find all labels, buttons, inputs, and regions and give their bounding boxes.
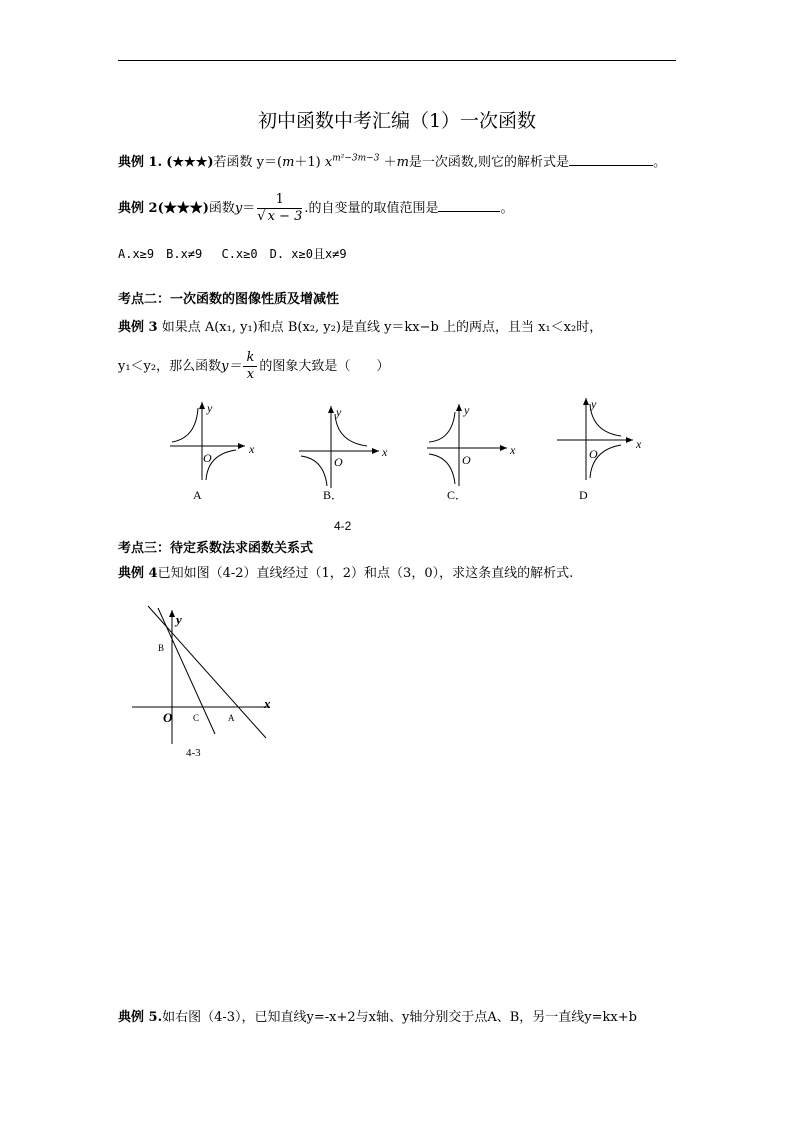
- option-label-b: B．: [323, 488, 344, 502]
- fraction-numerator: 1: [257, 192, 302, 209]
- y-axis-label: y: [464, 403, 470, 417]
- ex1-m: m: [282, 155, 295, 170]
- option-label-a: A: [193, 488, 202, 502]
- difficulty-stars: (★★★): [166, 155, 214, 170]
- point-c-label: C: [193, 713, 200, 723]
- y-axis-label: y: [176, 612, 182, 627]
- fraction-numerator: k: [243, 350, 257, 367]
- x-axis-label: x: [510, 443, 516, 457]
- origin-label: O: [589, 447, 598, 461]
- difficulty-stars: (★★★): [157, 201, 209, 216]
- example-2: [118, 192, 514, 225]
- origin-label: O: [163, 710, 173, 725]
- ex1-plus-m: ＋: [379, 155, 397, 170]
- ex2-end: 。: [500, 201, 514, 216]
- ex2-text-pre: 函数: [208, 201, 235, 216]
- ex3-line2-pre: y₁＜y₂，那么函数: [118, 359, 222, 374]
- ex1-plus: ＋1): [294, 155, 325, 170]
- ex2-eq: ＝: [242, 201, 256, 216]
- ex2-options: A.x≥9 B.x≠9 C.x≥0 D. x≥0且x≠9: [118, 247, 347, 261]
- ex1-exponent: m²−3m−3: [332, 153, 380, 164]
- example-5: [118, 1006, 637, 1025]
- ex1-text-post: 是一次函数,则它的解析式是: [408, 155, 570, 170]
- example-3-line-2: [118, 350, 389, 383]
- ex2-text-post: .的自变量的取值范围是: [304, 201, 439, 216]
- ex4-text: 已知如图（4-2）直线经过（1，2）和点（3，0），求这条直线的解析式.: [157, 566, 574, 581]
- ex3-line2-y: y＝: [221, 359, 242, 374]
- x-axis-label: x: [382, 445, 388, 459]
- example-5-label: 典例 5.: [118, 1010, 163, 1025]
- ex3-fraction: [243, 350, 257, 383]
- x-axis-label: x: [249, 442, 255, 456]
- graph-b: [297, 402, 397, 508]
- ex3-line1-text: 如果点 A(x₁, y₁)和点 B(x₂, y₂)是直线 y＝kx−b 上的两点，且当 x₁＜x₂时，: [161, 320, 603, 335]
- origin-label: O: [334, 455, 343, 469]
- ex2-y: y: [234, 201, 243, 216]
- x-axis-label: x: [264, 696, 271, 711]
- ex2-fraction: [257, 192, 302, 225]
- origin-label: O: [203, 451, 212, 465]
- sqrt-symbol: √: [257, 209, 266, 224]
- ex1-end: 。: [653, 155, 667, 170]
- example-1-label: 典例 1.: [118, 155, 163, 170]
- origin-label: O: [462, 453, 471, 467]
- graph-d: [555, 394, 655, 506]
- option-label-d: D: [579, 488, 588, 502]
- example-4-label: 典例 4: [118, 566, 158, 581]
- section-2-heading: 考点二：一次函数的图像性质及增减性: [118, 292, 340, 307]
- fraction-denominator: [257, 209, 302, 225]
- option-label-c: C．: [447, 488, 468, 502]
- sqrt-radicand: x − 3: [267, 209, 303, 224]
- ex1-m2: m: [396, 155, 409, 170]
- graph-c: [425, 400, 525, 508]
- graph-a: [165, 398, 265, 508]
- section-3-heading: 考点三：待定系数法求函数关系式: [118, 541, 314, 556]
- point-a-label: A: [228, 713, 235, 723]
- ex1-text-pre: 若函数 y＝(: [213, 155, 283, 170]
- page-title: 初中函数中考汇编（1）一次函数: [257, 110, 537, 132]
- answer-blank: [438, 199, 500, 212]
- ex5-text: 如右图（4-3），已知直线y=-x+2与x轴、y轴分别交于点A、B，另一直线y=kx+b: [162, 1010, 637, 1025]
- ex1-x: x: [324, 155, 333, 170]
- example-4: [118, 562, 573, 581]
- example-2-label: 典例 2: [118, 201, 158, 216]
- answer-blank: [569, 153, 653, 166]
- example-1: [118, 151, 666, 170]
- example-3-label: 典例 3: [118, 320, 158, 335]
- figure-4-3: [128, 604, 278, 759]
- x-axis-label: x: [636, 437, 642, 451]
- point-b-label: B: [158, 643, 165, 653]
- example-3-line-1: [118, 316, 602, 335]
- header-rule: [118, 60, 676, 61]
- y-axis-label: y: [336, 405, 342, 419]
- figure-4-3-caption: 4-3: [186, 747, 201, 759]
- ex3-line2-post: 的图象大致是（ ）: [259, 359, 390, 374]
- y-axis-label: y: [591, 397, 597, 411]
- fraction-denominator: x: [246, 367, 255, 382]
- figure-4-2-label: 4-2: [334, 519, 352, 533]
- y-axis-label: y: [207, 401, 213, 415]
